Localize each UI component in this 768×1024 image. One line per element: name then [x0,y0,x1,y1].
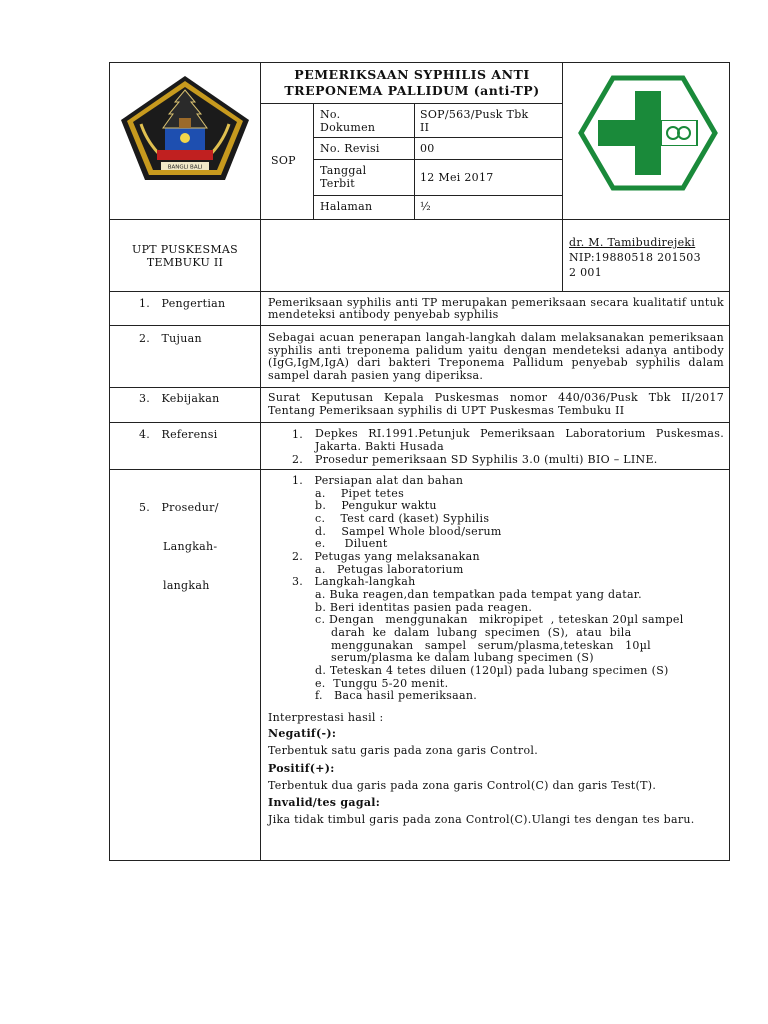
signer-nip-2: 2 001 [569,266,602,279]
prosedur-line: d. Teteskan 4 tetes diluen (120µl) pada lubang specimen (S) [315,664,669,677]
label-tujuan: 2. Tujuan [139,332,202,345]
title-bottom-line [260,103,562,104]
title-line-2: TREPONEMA PALLIDUM (anti-TP) [284,83,540,98]
prosedur-line: 3. Langkah-langkah [292,575,416,588]
prosedur-line: e. Tunggu 5-20 menit. [315,677,449,690]
prosedur-line: e. Diluent [315,537,388,550]
invalid-text: Jika tidak timbul garis pada zona Control(C).Ulangi tes dengan tes baru. [268,813,695,826]
negatif-text: Terbentuk satu garis pada zona garis Control. [268,744,538,757]
referensi-item-2: 2. Prosedur pemeriksaan SD Syphilis 3.0 (multi) BIO – LINE. [292,453,658,466]
signer-name: dr. M. Tamibudirejeki [569,236,696,249]
org-bottom-line [109,291,730,292]
field-label-tanggal-terbit: Tanggal Terbit [320,164,367,190]
prosedur-line: a. Petugas laboratorium [315,563,464,576]
field-value-divider [414,103,415,219]
signer-block [569,235,701,280]
signer-nip-1: NIP:19880518 201503 [569,251,701,264]
field-value-halaman: ½ [420,200,431,213]
prosedur-line: b. Beri identitas pasien pada reagen. [315,601,533,614]
field-value-no-dokumen: SOP/563/Pusk Tbk II [420,108,529,134]
interpretasi-label: Interprestasi hasil : [268,711,384,724]
prosedur-line: a. Buka reagen,dan tempatkan pada tempat yang datar. [315,588,642,601]
label-referensi: 4. Referensi [139,428,218,441]
field-label-halaman: Halaman [320,200,373,213]
puskesmas-logo-icon [578,75,718,191]
text-pengertian: Pemeriksaan syphilis anti TP merupakan pemeriksaan secara kualitatif untuk mendeteksi antibody penyebab syphilis [268,296,724,321]
row-line-kebijakan [109,422,730,423]
prosedur-line: 1. Persiapan alat dan bahan [292,474,464,487]
header-bottom-line [109,219,730,220]
field-line-2 [313,159,562,160]
field-value-no-revisi: 00 [420,142,435,155]
text-tujuan: Sebagai acuan penerapan langah-langkah dalam melaksanakan pemeriksaan syphilis anti treponema palidum yaitu dengan mendeteksi adanya antibody (IgG,IgM,IgA) dari bakteri Treponema Pallidum penyebab syphilis dalam sampel darah pasien yang diperiksa. [268,331,724,382]
prosedur-line: menggunakan sampel serum/plasma,teteskan 10µl [331,639,651,652]
negatif-label: Negatif(-): [268,727,337,740]
regency-crest-icon [117,72,253,184]
right-logo-divider [562,62,563,291]
field-label-no-dokumen: No. Dokumen [320,108,376,134]
text-kebijakan: Surat Keputusan Kepala Puskesmas nomor 440/036/Pusk Tbk II/2017 Tentang Pemeriksaan syphilis di UPT Puskesmas Tembuku II [268,391,724,417]
title-line-1: PEMERIKSAAN SYPHILIS ANTI [294,67,530,82]
field-label-no-revisi: No. Revisi [320,142,380,155]
organization-name: UPT PUSKESMAS TEMBUKU II [132,243,238,269]
label-prosedur: 5. Prosedur/ Langkah- langkah [139,501,219,592]
referensi-item-1: 1. Depkes RI.1991.Petunjuk Pemeriksaan Laboratorium Puskesmas. Jakarta. Bakti Husada [292,427,724,453]
row-line-referensi [109,469,730,470]
prosedur-line: b. Pengukur waktu [315,499,437,512]
sop-label: SOP [271,154,296,167]
prosedur-line: f. Baca hasil pemeriksaan. [315,689,478,702]
field-line-3 [313,195,562,196]
crest-caption: BANGLI BALI [167,164,203,171]
positif-text: Terbentuk dua garis pada zona garis Control(C) dan garis Test(T). [268,779,657,792]
prosedur-line: serum/plasma ke dalam lubang specimen (S) [331,651,594,664]
label-pengertian: 1. Pengertian [139,297,226,310]
invalid-label: Invalid/tes gagal: [268,796,381,809]
label-column-divider [260,62,261,861]
field-line-1 [313,137,562,138]
field-value-tanggal-terbit: 12 Mei 2017 [420,171,494,184]
prosedur-line: c. Test card (kaset) Syphilis [315,512,490,525]
prosedur-line: a. Pipet tetes [315,487,405,500]
row-line-tujuan [109,387,730,388]
positif-label: Positif(+): [268,762,335,775]
prosedur-line: 2. Petugas yang melaksanakan [292,550,480,563]
label-kebijakan: 3. Kebijakan [139,392,220,405]
prosedur-line: d. Sampel Whole blood/serum [315,525,502,538]
prosedur-line: darah ke dalam lubang specimen (S), atau bila [331,626,632,639]
document-title [262,67,562,99]
sop-label-divider [313,103,314,219]
prosedur-line: c. Dengan menggunakan mikropipet , teteskan 20µl sampel [315,613,684,626]
row-line-pengertian [109,325,730,326]
